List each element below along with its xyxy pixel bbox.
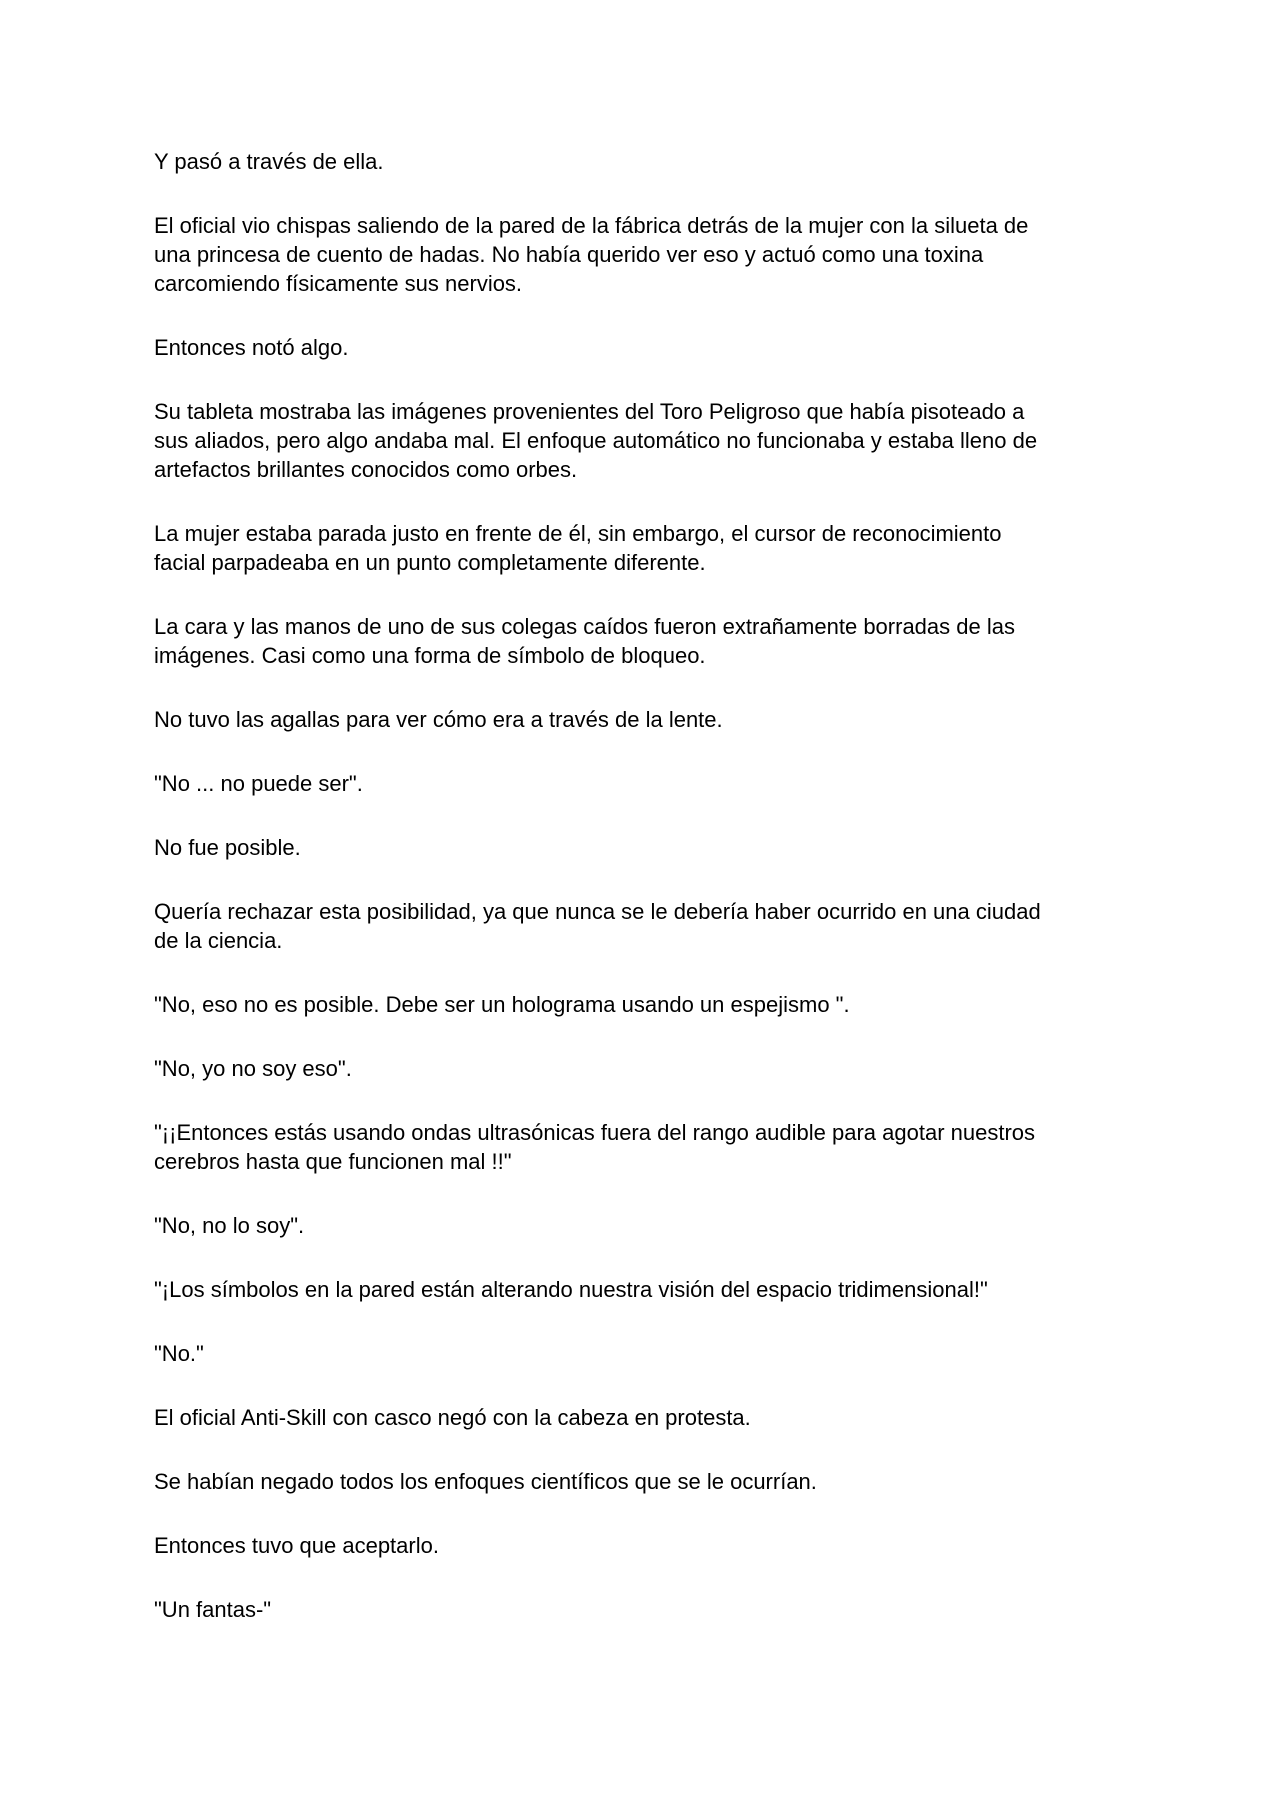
paragraph [154, 1211, 1129, 1240]
text-line: Entonces notó algo. [154, 335, 349, 360]
text-line: "No." [154, 1341, 204, 1366]
paragraph [154, 519, 1129, 577]
paragraph [154, 333, 1129, 362]
paragraph [154, 990, 1129, 1019]
text-line: una princesa de cuento de hadas. No había querido ver eso y actuó como una toxina [154, 242, 984, 267]
text-line: imágenes. Casi como una forma de símbolo de bloqueo. [154, 643, 706, 668]
text-line: Y pasó a través de ella. [154, 149, 384, 174]
text-line: Entonces tuvo que aceptarlo. [154, 1533, 439, 1558]
text-line: "No ... no puede ser". [154, 771, 363, 796]
paragraph [154, 833, 1129, 862]
paragraph [154, 397, 1129, 484]
paragraph [154, 1531, 1129, 1560]
paragraph [154, 1595, 1129, 1624]
paragraph [154, 705, 1129, 734]
text-line: "No, no lo soy". [154, 1213, 305, 1238]
text-line: No fue posible. [154, 835, 301, 860]
paragraph [154, 897, 1129, 955]
paragraph [154, 1054, 1129, 1083]
text-line: sus aliados, pero algo andaba mal. El enfoque automático no funcionaba y estaba lleno de [154, 428, 1038, 453]
text-line: "¡Los símbolos en la pared están alterando nuestra visión del espacio tridimensional!" [154, 1277, 988, 1302]
text-content [154, 147, 1129, 1659]
text-line: "No, eso no es posible. Debe ser un holograma usando un espejismo ". [154, 992, 850, 1017]
paragraph [154, 612, 1129, 670]
paragraph [154, 769, 1129, 798]
text-line: cerebros hasta que funcionen mal !!" [154, 1149, 512, 1174]
text-line: carcomiendo físicamente sus nervios. [154, 271, 523, 296]
text-line: "Un fantas-" [154, 1597, 272, 1622]
text-line: "No, yo no soy eso". [154, 1056, 352, 1081]
text-line: Se habían negado todos los enfoques científicos que se le ocurrían. [154, 1469, 817, 1494]
text-line: de la ciencia. [154, 928, 283, 953]
paragraph [154, 1118, 1129, 1176]
text-line: La mujer estaba parada justo en frente de él, sin embargo, el cursor de reconocimiento [154, 521, 1002, 546]
text-line: "¡¡Entonces estás usando ondas ultrasónicas fuera del rango audible para agotar nuestros [154, 1120, 1036, 1145]
paragraph [154, 1339, 1129, 1368]
paragraph [154, 211, 1129, 298]
text-line: La cara y las manos de uno de sus colegas caídos fueron extrañamente borradas de las [154, 614, 1015, 639]
text-line: facial parpadeaba en un punto completamente diferente. [154, 550, 706, 575]
text-line: Su tableta mostraba las imágenes provenientes del Toro Peligroso que había pisoteado a [154, 399, 1025, 424]
text-line: Quería rechazar esta posibilidad, ya que nunca se le debería haber ocurrido en una ciudad [154, 899, 1041, 924]
paragraph [154, 1275, 1129, 1304]
paragraph [154, 1467, 1129, 1496]
text-line: No tuvo las agallas para ver cómo era a través de la lente. [154, 707, 723, 732]
text-line: El oficial Anti-Skill con casco negó con la cabeza en protesta. [154, 1405, 751, 1430]
paragraph [154, 1403, 1129, 1432]
text-line: El oficial vio chispas saliendo de la pared de la fábrica detrás de la mujer con la silueta de [154, 213, 1029, 238]
paragraph [154, 147, 1129, 176]
text-line: artefactos brillantes conocidos como orbes. [154, 457, 578, 482]
